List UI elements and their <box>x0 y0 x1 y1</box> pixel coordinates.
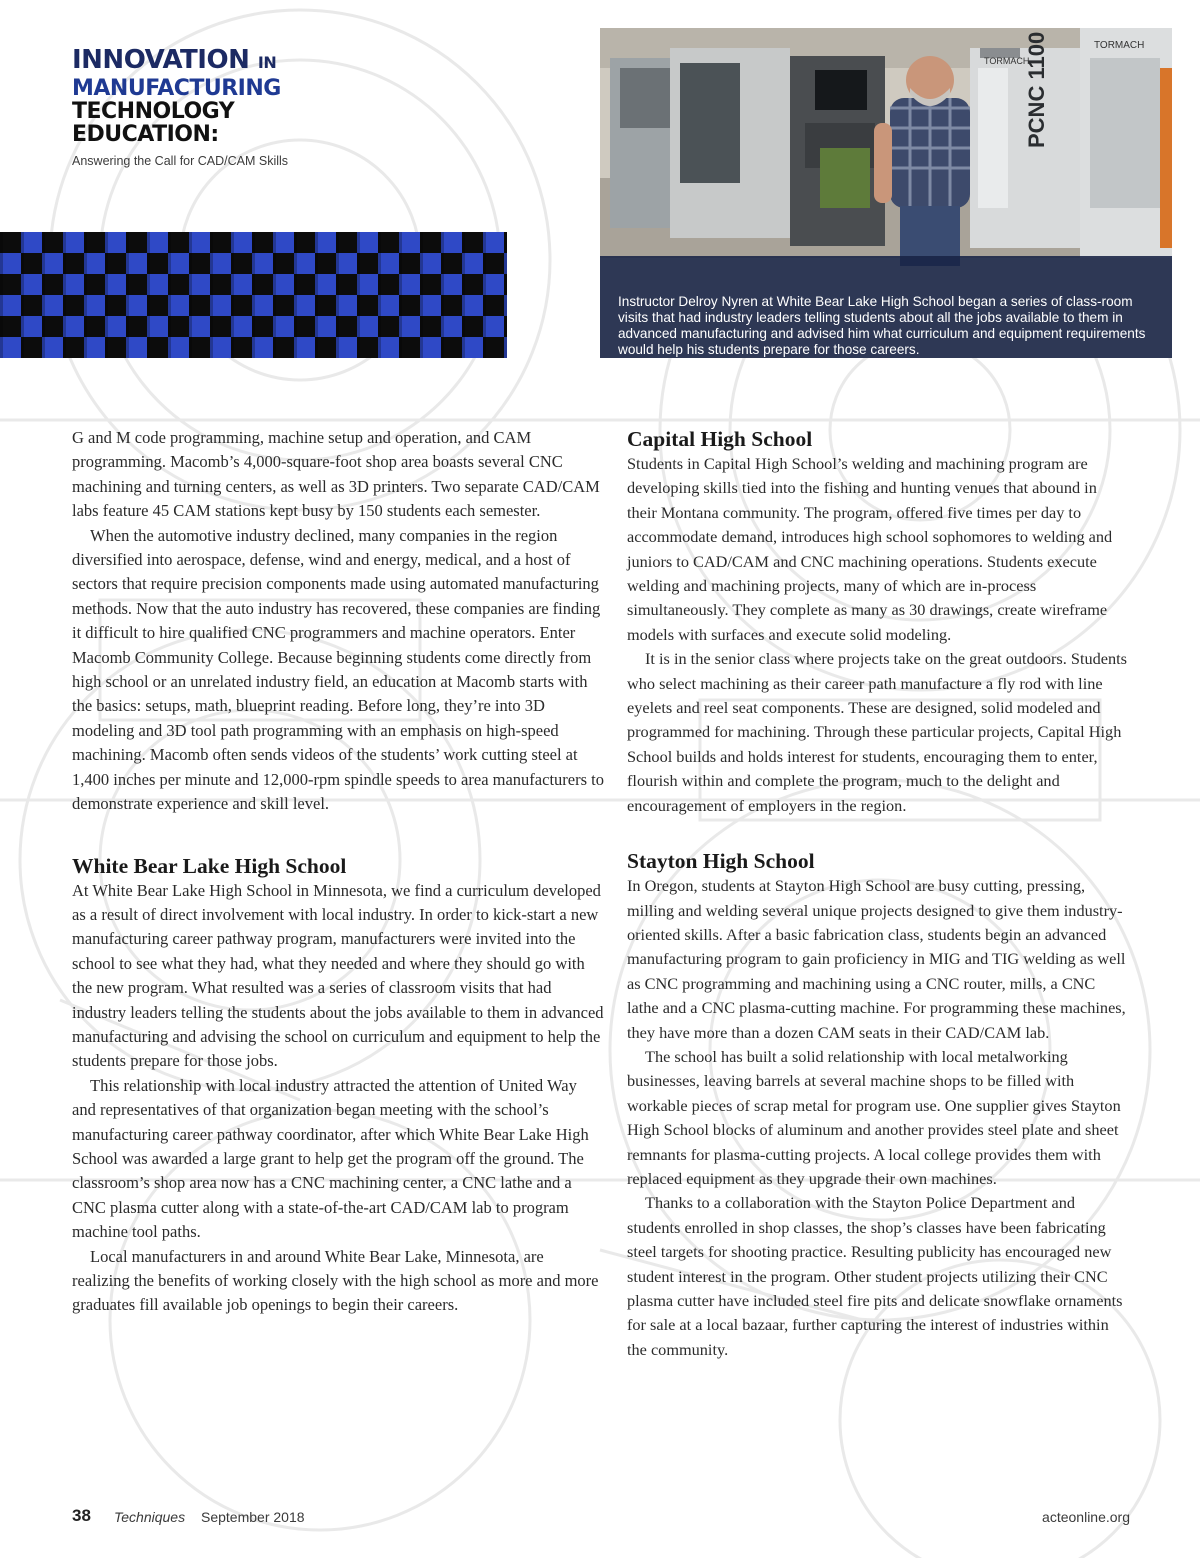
publication-name: Techniques <box>114 1509 186 1525</box>
page-number: 38 <box>72 1506 91 1525</box>
checkered-pattern-graphic <box>0 232 507 358</box>
machine-brand-label-right: TORMACH <box>1094 40 1145 51</box>
machine-model-label: PCNC 1100 <box>1024 31 1049 148</box>
title-line-2: MANUFACTURING <box>72 76 281 101</box>
right-paragraph-5: Thanks to a collaboration with the Stayton Police Department and students enrolled in shop classes, the shop’s classes have been fabricating steel targets for shooting practice. Resulting publicity has encouraged new student interest in the program. Other student projects utilizing their CNC plasma cutter have included steel fire pits and delicate snowflake ornaments for sale at a local bazaar, further capturing the interest of industries within the community. <box>627 1193 1123 1359</box>
website-link[interactable]: acteonline.org <box>1042 1509 1130 1525</box>
section-heading-white-bear-lake: White Bear Lake High School <box>72 853 347 878</box>
machine-brand-label-left: TORMACH <box>984 56 1030 66</box>
article-subtitle: Answering the Call for CAD/CAM Skills <box>72 154 289 168</box>
page-footer <box>72 1506 1130 1528</box>
right-paragraph-2: It is in the senior class where projects take on the great outdoors. Students who select machining as their career path manufacture a fly rod with line eyelets and reel seat components. These are designed, solid modeled and programmed for machining. Through these particular projects, Capital High School builds and holds interest for students, encouraging them to enter, flourish within and complete the program, much to the delight and encouragement of employers in the region. <box>627 649 1127 815</box>
left-paragraph-4: This relationship with local industry attracted the attention of United Way and representatives of that organization began meeting with the school’s manufacturing career pathway coordinator, after which White Bear Lake High School was awarded a large grant to help get the program off the ground. The classroom’s shop area now has a CNC machining center, a CNC lathe and a CNC plasma cutter along with a state-of-the-art CAD/CAM lab to program machine tool paths. <box>72 1075 589 1242</box>
section-heading-stayton-high: Stayton High School <box>627 849 815 874</box>
title-word-innovation: INNOVATION <box>72 45 250 75</box>
article-title-block <box>72 46 288 168</box>
right-paragraph-3: In Oregon, students at Stayton High School are busy cutting, pressing, milling and welding several unique projects designed to give them industry-oriented skills. After a basic fabrication class, students begin an advanced manufacturing program to gain proficiency in MIG and TIG welding as well as CNC programming and machining using a CNC router, mills, a CNC lathe and a CNC plasma-cutting machine. For programming these machines, they have more than a dozen CAM seats in their CAD/CAM lab. <box>627 876 1126 1042</box>
section-heading-capital-high: Capital High School <box>627 427 813 451</box>
right-paragraph-4: The school has built a solid relationship with local metalworking businesses, leaving barrels at several machine shops to be filled with workable pieces of scrap metal for program use. One supplier gives Stayton High School blocks of aluminum and another provides steel plate and sheet remnants for plasma-cutting projects. A local college provides them with replaced equipment as they upgrade their own machines. <box>627 1046 1121 1188</box>
left-paragraph-1: G and M code programming, machine setup and operation, and CAM programming. Macomb’s 4,000-square-foot shop area boasts several CNC machining and turning centers, as well as 3D printers. Two separate CAD/CAM labs feature 45 CAM stations kept busy by 150 students each semester. <box>72 428 600 521</box>
left-column <box>72 426 604 1318</box>
left-paragraph-2: When the automotive industry declined, many companies in the region diversified into aerospace, defense, wind and energy, medical, and a host of sectors that require precision components made using automated manufacturing methods. Now that the auto industry has recovered, these companies are finding it difficult to hire qualified CNC programmers and machine operators. Enter Macomb Community College. Because beginning students come directly from high school or an unrelated industry field, an education at Macomb starts with the basics: setups, math, blueprint reading. Before long, they’re into 3D modeling and 3D tool path programming with an emphasis on high-speed machining. Macomb often sends videos of the students’ work cutting steel at 1,400 inches per minute and 12,000-rpm spindle speeds to area manufacturers to demonstrate experience and skill level. <box>72 525 604 814</box>
title-word-in: IN <box>257 53 277 72</box>
title-line-3: TECHNOLOGY <box>72 99 235 124</box>
title-line-4: EDUCATION: <box>72 122 219 147</box>
title-line-1 <box>72 46 288 77</box>
left-paragraph-5: Local manufacturers in and around White Bear Lake, Minnesota, are realizing the benefits of working closely with the high school as more and more graduates fill available job openings to begin their careers. <box>72 1246 599 1315</box>
photo-caption: Instructor Delroy Nyren at White Bear Lake High School began a series of class-room visits that had industry leaders telling students about all the jobs available to them in advanced manufacturing and advised him what curriculum and equipment requirements would help his students prepare for those careers. <box>600 256 1172 358</box>
instructor-photo <box>600 28 1172 358</box>
left-paragraph-3: At White Bear Lake High School in Minnesota, we find a curriculum developed as a result of direct involvement with local industry. In order to kick-start a new manufacturing career pathway program, manufacturers were invited into the school to see what they had, what they needed and where they should go with the new program. What resulted was a series of classroom visits that had industry leaders telling the students about the jobs available to them in advanced manufacturing and advising the school on curriculum and equipment to help the students prepare for those jobs. <box>72 880 604 1071</box>
issue-date: September 2018 <box>201 1509 305 1525</box>
right-column <box>627 426 1130 1362</box>
right-paragraph-1: Students in Capital High School’s welding and machining program are developing skills tied into the fishing and hunting venues that abound in their Montana community. The program, offered five times per day to accommodate demand, introduces high school sophomores to welding and juniors to CAD/CAM and CNC machining operations. Students execute welding and machining projects, many of which are in-process simultaneously. They complete as many as 30 drawings, create wireframe models with surfaces and execute solid modeling. <box>627 454 1113 644</box>
